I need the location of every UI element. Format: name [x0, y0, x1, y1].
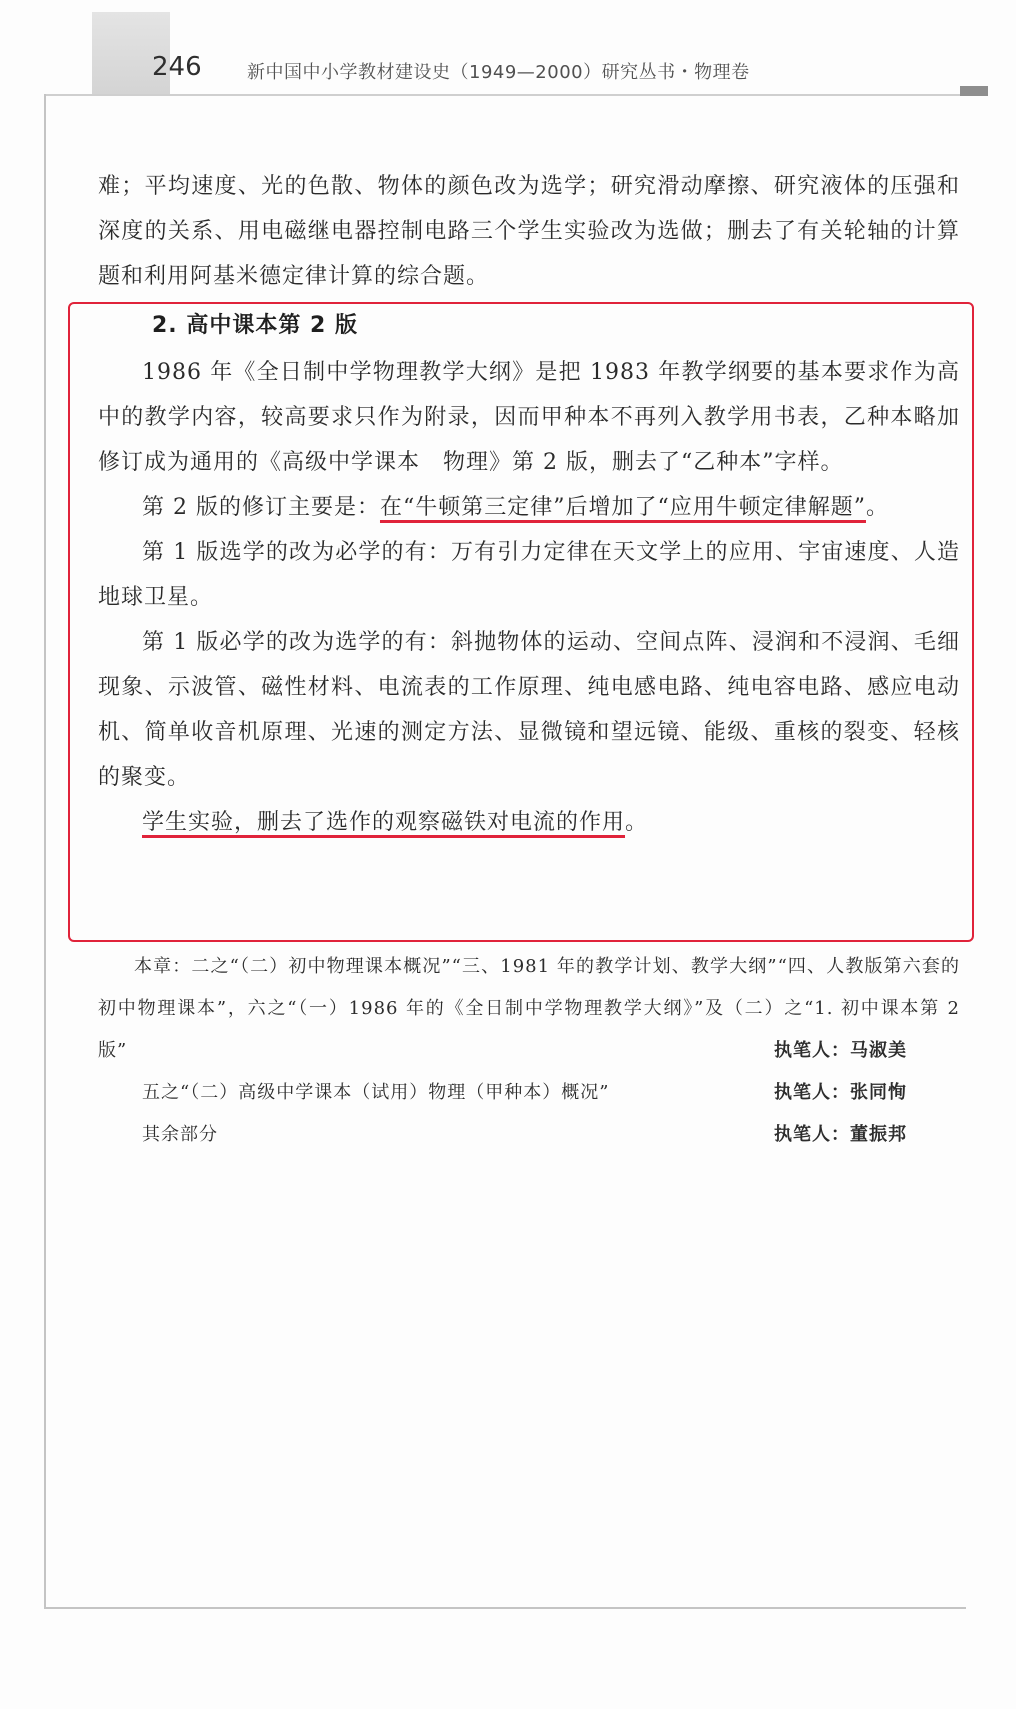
- note-line-1: 本章：二之“（二）初中物理课本概况”“三、1981 年的教学计划、教学大纲”“四、人教版第六套的初中物理课本”，六之“（一）1986 年的《全日制中学物理教学大纲》”及（二）之“1. 初中课本第 2 版”: [98, 956, 960, 1061]
- page-frame-bottom: [44, 1607, 966, 1609]
- running-head: 新中国中小学教材建设史（1949—2000）研究丛书・物理卷: [247, 62, 750, 83]
- section-paragraph-1: 1986 年《全日制中学物理教学大纲》是把 1983 年教学纲要的基本要求作为高中的教学内容，较高要求只作为附录，因而甲种本不再列入教学用书表，乙种本略加修订成为通用的《高级中学课本 物理》第 2 版，删去了“乙种本”字样。: [98, 360, 960, 475]
- section-paragraph-5: [98, 800, 960, 845]
- section-paragraph-2: [98, 485, 960, 530]
- underlined-revision: 在“牛顿第三定律”后增加了“应用牛顿定律解题”: [379, 495, 866, 520]
- paragraph-2-end: 。: [865, 495, 889, 520]
- note-row-3: [98, 1114, 960, 1156]
- underlined-experiment: 学生实验，删去了选作的观察磁铁对电流的作用: [142, 810, 626, 835]
- author-1: 执笔人：马淑美: [774, 1040, 907, 1061]
- note-row-2: [98, 1072, 960, 1114]
- header-rule-tab: [960, 86, 988, 96]
- note-line-3: 其余部分: [142, 1124, 218, 1145]
- section-paragraph-4: 第 1 版必学的改为选学的有：斜抛物体的运动、空间点阵、浸润和不浸润、毛细现象、示波管、磁性材料、电流表的工作原理、纯电感电路、纯电容电路、感应电动机、简单收音机原理、光速的测定方法、显微镜和望远镜、能级、重核的裂变、轻核的聚变。: [98, 630, 960, 790]
- paragraph-5-end: 。: [625, 810, 649, 835]
- author-3: 执笔人：董振邦: [774, 1124, 907, 1145]
- section-body: [98, 350, 960, 845]
- author-2: 执笔人：张同恂: [774, 1082, 907, 1103]
- note-line-2: 五之“（二）高级中学课本（试用）物理（甲种本）概况”: [142, 1082, 610, 1103]
- section-paragraph-3: 第 1 版选学的改为必学的有：万有引力定律在天文学上的应用、宇宙速度、人造地球卫星。: [98, 540, 960, 610]
- paragraph-2-lead: 第 2 版的修订主要是：: [142, 495, 380, 520]
- page-frame-left: [44, 94, 46, 1608]
- authorship-notes: [98, 946, 960, 1156]
- section-heading: 2. 高中课本第 2 版: [152, 313, 358, 338]
- header-rule: [44, 94, 984, 96]
- intro-text: 难；平均速度、光的色散、物体的颜色改为选学；研究滑动摩擦、研究液体的压强和深度的关系、用电磁继电器控制电路三个学生实验改为选做；删去了有关轮轴的计算题和利用阿基米德定律计算的综合题。: [98, 174, 960, 289]
- page-number: 246: [152, 52, 202, 82]
- intro-paragraph: [98, 164, 960, 299]
- note-row-1-author: [98, 1030, 960, 1072]
